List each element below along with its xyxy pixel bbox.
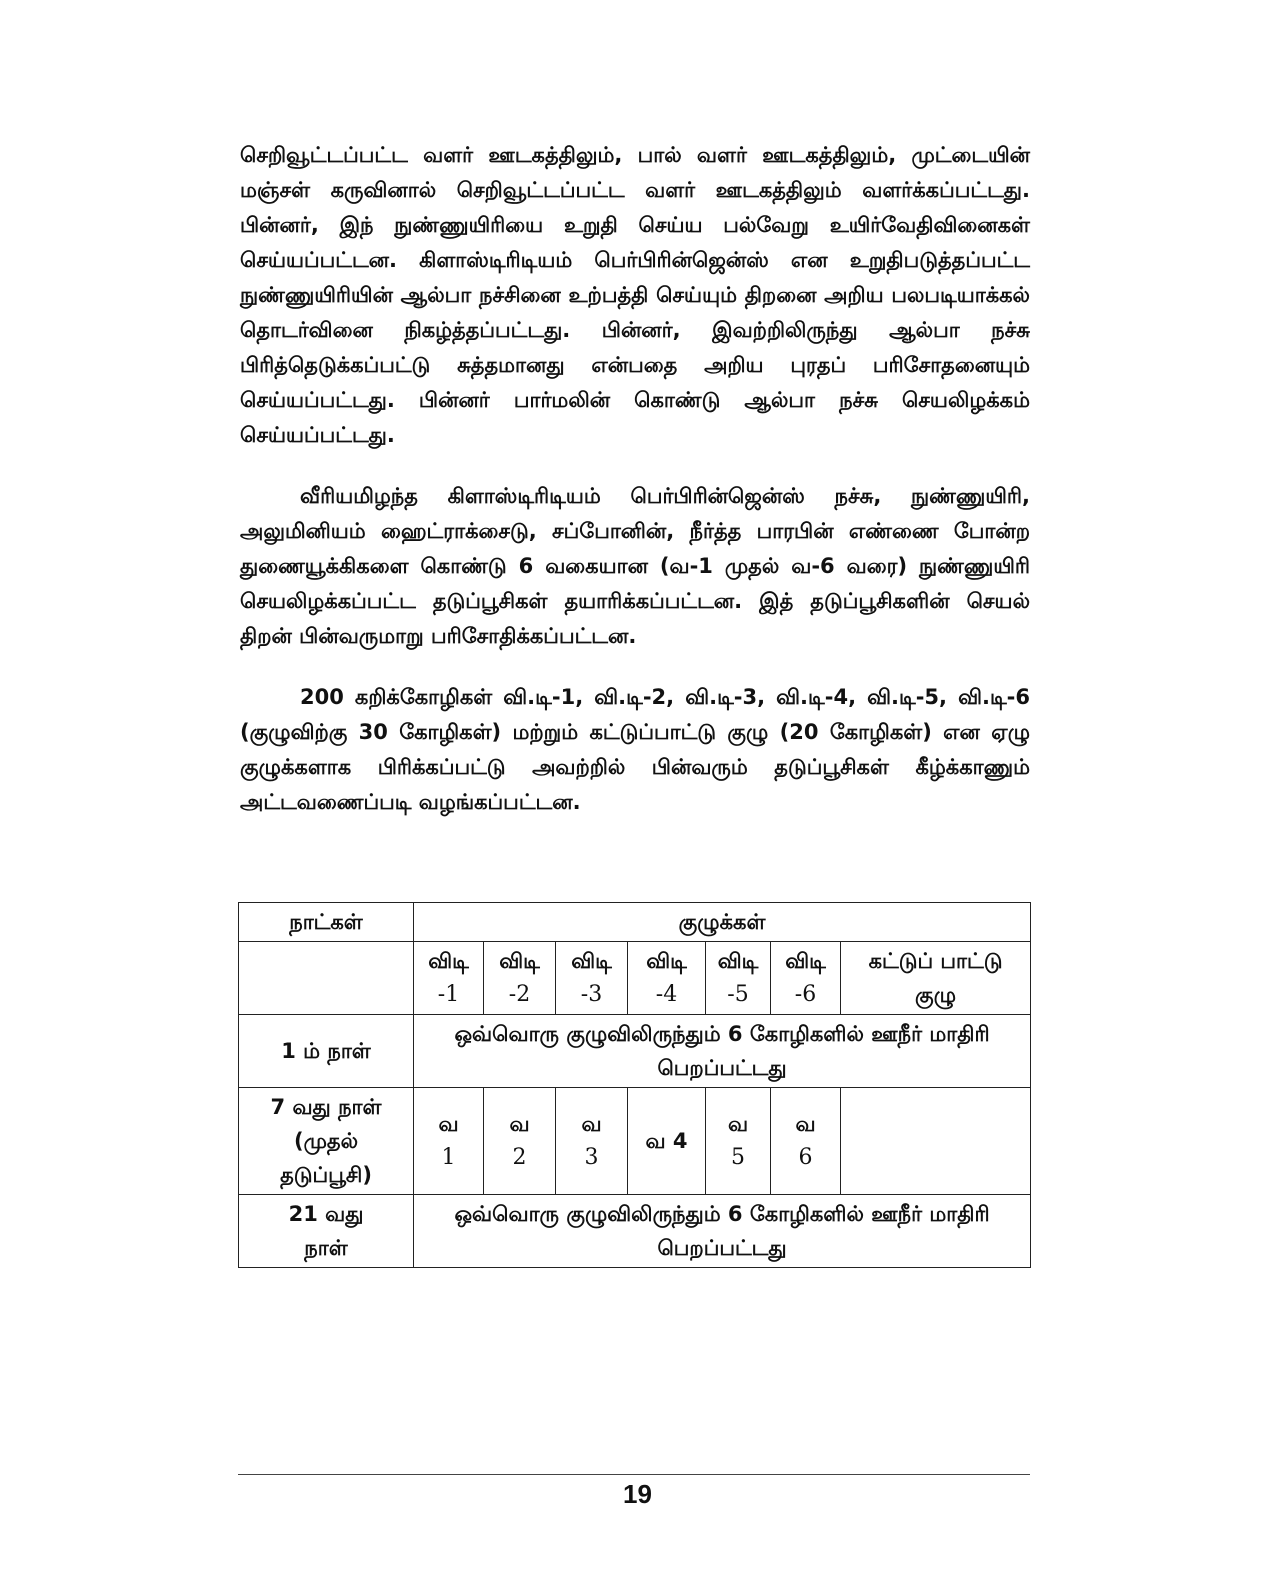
vaccination-schedule-table bbox=[238, 902, 1031, 1268]
group-vd2: விடி -2 bbox=[484, 942, 556, 1015]
day7-vaccine-4: வ 4 bbox=[628, 1088, 706, 1195]
group-vd3: விடி -3 bbox=[556, 942, 628, 1015]
group-vd6: விடி -6 bbox=[771, 942, 841, 1015]
paragraph-vaccine-preparation: வீரியமிழந்த கிளாஸ்டிரிடியம் பெர்பிரின்ஜென்ஸ் நச்சு, நுண்ணுயிரி, அலுமினியம் ஹைட்ராக்சைடு, சப்போனின், நீர்த்த பாரபின் எண்ணை போன்ற துணையூக்கிகளை கொண்டு 6 வகையான (வ-1 முதல் வ-6 வரை) நுண்ணுயிரி செயலிழக்கப்பட்ட தடுப்பூசிகள் தயாரிக்கப்பட்டன. இத் தடுப்பூசிகளின் செயல் திறன் பின்வருமாறு பரிசோதிக்கப்பட்டன. bbox=[240, 484, 1030, 648]
day21-description: ஒவ்வொரு குழுவிலிருந்தும் 6 கோழிகளில் ஊநீர் மாதிரி பெறப்பட்டது bbox=[414, 1195, 1031, 1268]
header-days: நாட்கள் bbox=[239, 903, 414, 942]
table-row-day7 bbox=[239, 1088, 1031, 1195]
day7-vaccine-6: வ 6 bbox=[771, 1088, 841, 1195]
empty-cell bbox=[239, 942, 414, 1015]
group-vd1: விடி -1 bbox=[414, 942, 484, 1015]
page-body bbox=[240, 138, 1030, 820]
table-row-day1 bbox=[239, 1015, 1031, 1088]
day1-description: ஒவ்வொரு குழுவிலிருந்தும் 6 கோழிகளில் ஊநீர் மாதிரி பெறப்பட்டது bbox=[414, 1015, 1031, 1088]
day7-vaccine-5: வ 5 bbox=[706, 1088, 771, 1195]
header-groups: குழுக்கள் bbox=[414, 903, 1031, 942]
group-vd5: விடி -5 bbox=[706, 942, 771, 1015]
group-vd4: விடி -4 bbox=[628, 942, 706, 1015]
day7-control-empty bbox=[841, 1088, 1031, 1195]
table-header-row bbox=[239, 903, 1031, 942]
footer-divider bbox=[238, 1474, 1030, 1475]
table-row-day21 bbox=[239, 1195, 1031, 1268]
day21-label: 21 வது நாள் bbox=[239, 1195, 414, 1268]
table-group-names-row bbox=[239, 942, 1031, 1015]
day1-label: 1 ம் நாள் bbox=[239, 1015, 414, 1088]
paragraph-trial-groups: 200 கறிக்கோழிகள் வி.டி-1, வி.டி-2, வி.டி-3, வி.டி-4, வி.டி-5, வி.டி-6 (குழுவிற்கு 30 கோழிகள்) மற்றும் கட்டுப்பாட்டு குழு (20 கோழிகள்) என ஏழு குழுக்களாக பிரிக்கப்பட்டு அவற்றில் பின்வரும் தடுப்பூசிகள் கீழ்க்காணும் அட்டவணைப்படி வழங்கப்பட்டன. bbox=[240, 685, 1030, 814]
day7-label: 7 வது நாள் (முதல் தடுப்பூசி) bbox=[239, 1088, 414, 1195]
day7-vaccine-3: வ 3 bbox=[556, 1088, 628, 1195]
paragraph-culture-method: செறிவூட்டப்பட்ட வளர் ஊடகத்திலும், பால் வளர் ஊடகத்திலும், முட்டையின் மஞ்சள் கருவினால் செறிவூட்டப்பட்ட வளர் ஊடகத்திலும் வளர்க்கப்பட்டது. பின்னர், இந் நுண்ணுயிரியை உறுதி செய்ய பல்வேறு உயிர்வேதிவினைகள் செய்யப்பட்டன. கிளாஸ்டிரிடியம் பெர்பிரின்ஜென்ஸ் என உறுதிபடுத்தப்பட்ட நுண்ணுயிரியின் ஆல்பா நச்சினை உற்பத்தி செய்யும் திறனை அறிய பலபடியாக்கல் தொடர்வினை நிகழ்த்தப்பட்டது. பின்னர், இவற்றிலிருந்து ஆல்பா நச்சு பிரித்தெடுக்கப்பட்டு சுத்தமானது என்பதை அறிய புரதப் பரிசோதனையும் செய்யப்பட்டது. பின்னர் பார்மலின் கொண்டு ஆல்பா நச்சு செயலிழக்கம் செய்யப்பட்டது. bbox=[240, 143, 1030, 447]
group-control: கட்டுப் பாட்டு குழு bbox=[841, 942, 1031, 1015]
day7-vaccine-1: வ 1 bbox=[414, 1088, 484, 1195]
page-number: 19 bbox=[623, 1479, 652, 1509]
day7-vaccine-2: வ 2 bbox=[484, 1088, 556, 1195]
